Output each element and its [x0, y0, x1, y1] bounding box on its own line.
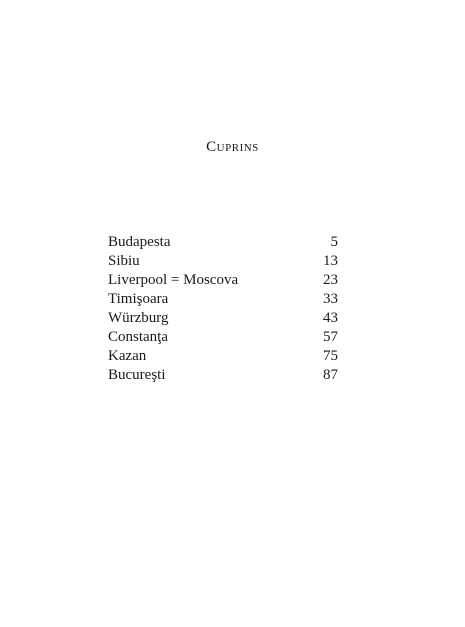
toc-entry-page: 75: [323, 348, 338, 364]
toc-entry-title: Würzburg: [108, 310, 169, 326]
toc-entry-page: 5: [330, 234, 338, 250]
toc-entry-page: 13: [323, 253, 338, 269]
toc-entry[interactable]: [108, 252, 338, 271]
page-title: Cuprins: [206, 139, 259, 155]
toc-entry-page: 33: [323, 291, 338, 307]
toc-entry-page: 87: [323, 367, 338, 383]
toc-entry[interactable]: [108, 347, 338, 366]
toc-entry[interactable]: [108, 290, 338, 309]
toc-entry[interactable]: [108, 309, 338, 328]
toc-entry-title: Constanţa: [108, 329, 168, 345]
toc-entry-title: Sibiu: [108, 253, 140, 269]
table-of-contents: [108, 233, 338, 385]
toc-entry[interactable]: [108, 233, 338, 252]
toc-entry-title: Liverpool = Moscova: [108, 272, 239, 288]
toc-entry[interactable]: [108, 366, 338, 385]
toc-entry-title: Bucureşti: [108, 367, 166, 383]
toc-entry-title: Budapesta: [108, 234, 171, 250]
toc-entry-title: Kazan: [108, 348, 147, 364]
toc-entry-page: 43: [323, 310, 338, 326]
toc-entry[interactable]: [108, 271, 338, 290]
toc-entry[interactable]: [108, 328, 338, 347]
toc-entry-page: 23: [323, 272, 338, 288]
toc-entry-title: Timişoara: [108, 291, 169, 307]
toc-entry-page: 57: [323, 329, 338, 345]
